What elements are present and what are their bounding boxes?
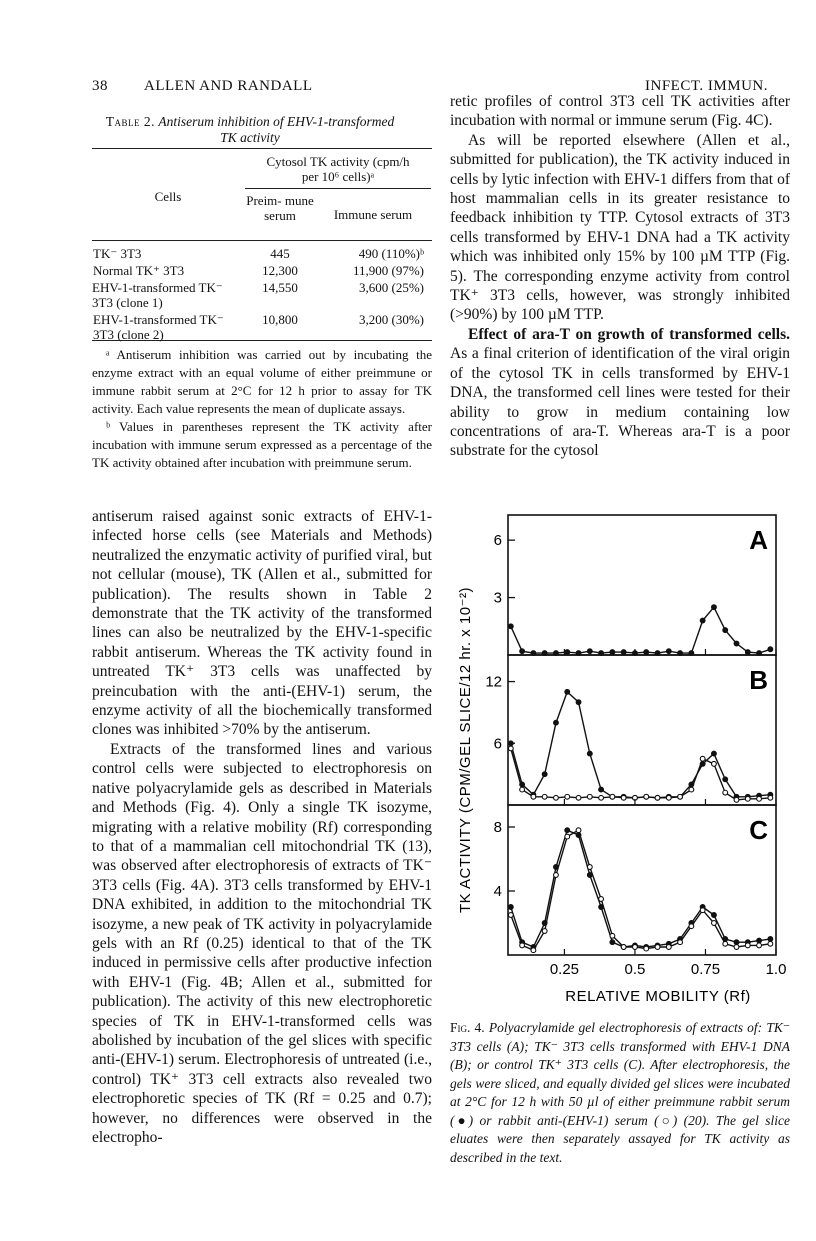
y-tick-label: 12 bbox=[485, 673, 502, 691]
y-tick-label: 6 bbox=[493, 532, 502, 550]
figure-caption bbox=[450, 1019, 790, 1167]
data-point bbox=[757, 943, 762, 948]
data-point bbox=[633, 945, 638, 950]
table-title: Antiserum inhibition of EHV-1-transformed TK activity bbox=[158, 114, 395, 145]
data-point bbox=[734, 940, 739, 945]
data-point bbox=[554, 720, 559, 725]
data-point bbox=[520, 943, 525, 948]
paragraph: Extracts of the transformed lines and various control cells were subjected to electrophoresis on native polyacrylamide gels as described in Materials and Methods (Fig. 4). Only a single TK isozyme, migrating with a relative mobility (Rf) corresponding to that of a mammalian cell mitochondrial TK (13), was observed after electrophoresis of extracts of TK⁻ 3T3 cells (Fig. 4A). 3T3 cells transformed by EHV-1 DNA exhibited, in addition to the mitochondrial TK isozyme, a new peak of TK activity in polyacrylamide gels with an Rf (0.25) identical to that of the TK induced in permissive cells after productive infection with EHV-1 (Fig. 4B; Allen et al., submitted for publication). The activity of this new electrophoretic species of TK in EHV-1-transformed cells was abolished by incubation of the gel slices with specific anti-(EHV-1) serum. Electrophoresis of untreated (i.e., control) TK⁺ 3T3 cell extracts also revealed two electrophoretic species of TK (Rf = 0.25 and 0.7); however, no differences were observed in the electropho- bbox=[92, 740, 432, 1146]
series-line-preimmune bbox=[511, 830, 771, 947]
data-point bbox=[508, 741, 513, 746]
x-axis-label: RELATIVE MOBILITY (Rf) bbox=[565, 988, 751, 1005]
panel-label: A bbox=[749, 525, 768, 555]
table-label: Table 2. bbox=[105, 114, 155, 129]
data-point bbox=[520, 787, 525, 792]
data-point bbox=[554, 873, 559, 878]
data-point bbox=[542, 772, 547, 777]
data-point bbox=[712, 751, 717, 756]
data-point bbox=[565, 650, 570, 655]
header-authors: ALLEN AND RANDALL bbox=[144, 78, 313, 94]
data-point bbox=[621, 650, 626, 655]
data-point bbox=[734, 641, 739, 646]
caption-label: Fig. 4. bbox=[450, 1020, 485, 1035]
col-immune: Immune serum bbox=[333, 207, 413, 222]
paragraph bbox=[450, 325, 790, 461]
data-point bbox=[644, 946, 649, 951]
data-point bbox=[734, 945, 739, 950]
paragraph: retic profiles of control 3T3 cell TK activities after incubation with normal or immune serum (Fig. 4C). bbox=[450, 93, 790, 130]
data-point bbox=[757, 796, 762, 801]
data-point bbox=[666, 795, 671, 800]
page-number: 38 bbox=[92, 78, 108, 94]
table-row: EHV-1-transformed TK⁻ 3T3 (clone 1) 14,550 3,600 (25%) bbox=[92, 280, 424, 310]
data-point bbox=[655, 945, 660, 950]
data-point bbox=[565, 794, 570, 799]
data-point bbox=[587, 649, 592, 654]
table-caption bbox=[102, 114, 398, 146]
data-point bbox=[655, 795, 660, 800]
panel-frame bbox=[508, 655, 776, 805]
data-point bbox=[508, 905, 513, 910]
y-tick-label: 4 bbox=[493, 883, 502, 900]
data-point bbox=[700, 756, 705, 761]
data-point bbox=[712, 921, 717, 926]
data-point bbox=[666, 945, 671, 950]
data-point bbox=[745, 796, 750, 801]
data-point bbox=[576, 828, 581, 833]
data-point bbox=[689, 787, 694, 792]
data-point bbox=[666, 649, 671, 654]
table-footnotes bbox=[92, 346, 432, 472]
data-point bbox=[757, 938, 762, 943]
footnote-a: ᵃ Antiserum inhibition was carried out by incubating the enzyme extract with an equal volume of either preimmune or immune rabbit serum at 2°C for 12 h prior to assay for TK activity. Each value represents the mean of duplicate assays. bbox=[92, 347, 432, 416]
data-point bbox=[723, 628, 728, 633]
data-point bbox=[621, 795, 626, 800]
data-point bbox=[745, 650, 750, 655]
data-point bbox=[554, 795, 559, 800]
data-point bbox=[768, 937, 773, 942]
col-group: Cytosol TK activity (cpm/h per 10⁶ cells)ᵃ bbox=[266, 154, 410, 184]
data-point bbox=[768, 795, 773, 800]
data-point bbox=[678, 794, 683, 799]
data-point bbox=[542, 794, 547, 799]
table-row: EHV-1-transformed TK⁻ 3T3 (clone 2) 10,800 3,200 (30%) bbox=[93, 312, 424, 342]
paragraph-text: As a final criterion of identification of the viral origin of the cytosol TK in cells transformed by EHV-1 DNA, the transformed cell lines were tested for their ability to grow in medium containing low concentrations of ara-T. Whereas ara-T is a poor substrate for the cytosol bbox=[450, 345, 790, 460]
table-2 bbox=[92, 150, 432, 343]
left-column-text bbox=[92, 507, 432, 1147]
data-point bbox=[576, 700, 581, 705]
data-point bbox=[712, 605, 717, 610]
data-point bbox=[542, 929, 547, 934]
x-tick-label: 0.25 bbox=[549, 961, 580, 978]
panel-frame bbox=[508, 515, 776, 655]
data-point bbox=[723, 790, 728, 795]
series-line-preimmune bbox=[511, 692, 771, 798]
x-tick-label: 0.5 bbox=[624, 961, 646, 978]
data-point bbox=[678, 940, 683, 945]
data-point bbox=[520, 649, 525, 654]
data-point bbox=[599, 795, 604, 800]
y-tick-label: 6 bbox=[493, 735, 502, 753]
caption-text: Polyacrylamide gel electrophoresis of extracts of: TK⁻ 3T3 cells (A); TK⁻ 3T3 cells transformed with EHV-1 DNA (B); or control TK⁺ 3T3 cells (C). After electrophoresis, the gels were sliced, and equally divided gel slices were incubated at 2°C for 12 h with 50 µl of either preimmune rabbit serum (●) or rabbit anti-(EHV-1) serum (○) (20). The gel slice eluates were then separately assayed for TK activity as described in the text. bbox=[450, 1020, 790, 1165]
data-point bbox=[723, 941, 728, 946]
data-point bbox=[768, 647, 773, 652]
data-point bbox=[768, 941, 773, 946]
data-point bbox=[508, 746, 513, 751]
right-column-text bbox=[450, 92, 790, 461]
data-point bbox=[531, 794, 536, 799]
table-row: TK⁻ 3T3 445 490 (110%)ᵇ bbox=[93, 246, 424, 261]
paragraph: As will be reported elsewhere (Allen et al., submitted for publication), the TK activity induced in cells by lytic infection with EHV-1 differs from that of host mammalian cells in its greater resistance to feedback inhibition ty TTP. Cytosol extracts of 3T3 cells transformed by EHV-1 DNA had a TK activity which was inhibited only 15% by 100 µM TTP (Fig. 5). The corresponding enzyme activity from control TK⁺ 3T3 cells, however, was strongly inhibited (>90%) by 100 µM TTP. bbox=[450, 131, 790, 324]
data-point bbox=[712, 913, 717, 918]
table-top-rule bbox=[92, 148, 432, 149]
series-line-anti-EHV-1 bbox=[511, 830, 771, 950]
data-point bbox=[599, 787, 604, 792]
section-heading: Effect of ara-T on growth of transformed cells. bbox=[468, 325, 790, 343]
data-point bbox=[599, 897, 604, 902]
data-point bbox=[610, 933, 615, 938]
x-tick-label: 1.0 bbox=[765, 961, 787, 978]
subheader-row bbox=[245, 188, 431, 223]
data-point bbox=[700, 908, 705, 913]
data-point bbox=[621, 945, 626, 950]
y-tick-label: 3 bbox=[493, 589, 502, 607]
series-line-anti-EHV-1 bbox=[511, 748, 771, 800]
data-point bbox=[508, 624, 513, 629]
x-tick-label: 0.75 bbox=[690, 961, 721, 978]
data-point bbox=[644, 650, 649, 655]
data-point bbox=[531, 948, 536, 953]
data-point bbox=[745, 943, 750, 948]
series-line-preimmune bbox=[511, 607, 771, 653]
data-point bbox=[644, 794, 649, 799]
header-journal: INFECT. IMMUN. bbox=[645, 78, 768, 94]
data-point bbox=[576, 795, 581, 800]
data-point bbox=[508, 913, 513, 918]
panel-frame bbox=[508, 805, 776, 955]
paragraph: antiserum raised against sonic extracts of EHV-1-infected horse cells (see Materials and Methods) neutralized the enzymatic activity of purified viral, but not cellular (mouse), TK (Allen et al., submitted for publication). The results shown in Table 2 demonstrate that the TK activity of the transformed lines can also be neutralized by the EHV-1-specific rabbit antiserum. Whereas the TK activity found in untreated TK⁺ 3T3 cells was unaffected by preincubation with the anti-(EHV-1) serum, the enzyme activity of all the biochemically transformed clones was inhibited >70% by the antiserum. bbox=[92, 508, 432, 739]
data-point bbox=[587, 865, 592, 870]
data-point bbox=[565, 828, 570, 833]
data-point bbox=[587, 751, 592, 756]
table-row: Normal TK⁺ 3T3 12,300 11,900 (97%) bbox=[93, 263, 424, 278]
footnote-b: ᵇ Values in parentheses represent the TK activity after incubation with immune serum expressed as a percentage of the TK activity obtained after incubation with preimmune serum. bbox=[92, 419, 432, 470]
data-point bbox=[610, 650, 615, 655]
y-tick-label: 8 bbox=[493, 819, 502, 836]
col-cells: Cells bbox=[154, 188, 182, 204]
y-axis-label: TK ACTIVITY (CPM/GEL SLICE/12 hr. x 10⁻²) bbox=[457, 586, 474, 914]
data-point bbox=[700, 618, 705, 623]
data-point bbox=[610, 794, 615, 799]
data-point bbox=[734, 797, 739, 802]
data-point bbox=[565, 834, 570, 839]
panel-label: B bbox=[749, 665, 768, 695]
data-point bbox=[610, 940, 615, 945]
figure-4-chart bbox=[448, 505, 788, 1015]
data-point bbox=[565, 689, 570, 694]
col-preimmune: Preim- mune serum bbox=[246, 193, 314, 223]
data-point bbox=[712, 761, 717, 766]
data-point bbox=[689, 924, 694, 929]
data-point bbox=[723, 777, 728, 782]
panel-label: C bbox=[749, 815, 768, 845]
data-point bbox=[587, 794, 592, 799]
